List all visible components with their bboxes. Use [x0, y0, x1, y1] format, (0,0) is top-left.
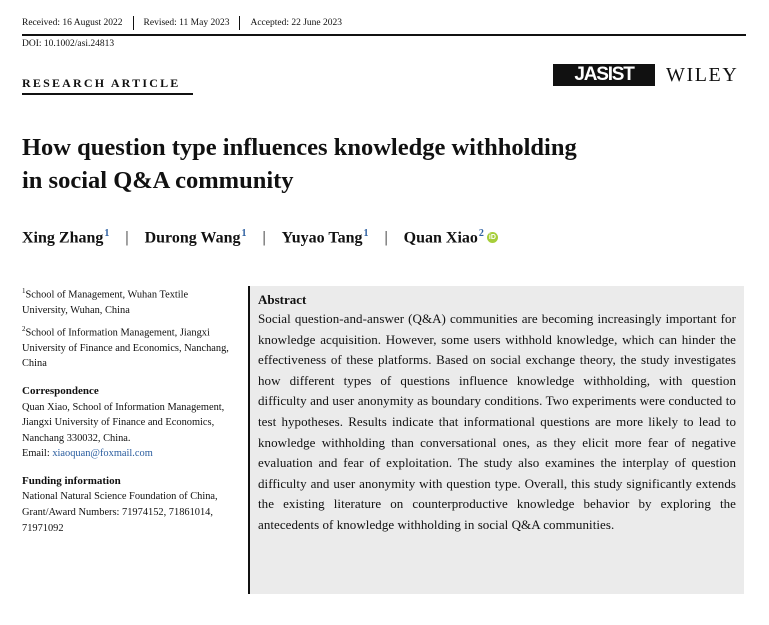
revised-date: Revised: 11 May 2023 — [143, 18, 230, 28]
article-title — [22, 131, 742, 197]
affiliation-text: School of Information Management, Jiangxi University of Finance and Economics, Nanchang, China — [22, 327, 229, 370]
affiliation-number: 1 — [22, 287, 26, 295]
header-rule — [22, 34, 746, 36]
publication-dates — [22, 16, 342, 30]
affiliation — [22, 322, 234, 372]
author-separator: | — [262, 228, 266, 246]
affiliation-number: 2 — [22, 324, 26, 333]
author-name: Xing Zhang — [22, 229, 104, 247]
date-divider — [239, 16, 240, 30]
author[interactable] — [22, 228, 109, 247]
affiliation-mark[interactable]: 1 — [241, 228, 247, 239]
funding-text: National Natural Science Foundation of China, Grant/Award Numbers: 71974152, 71861014, 71971092 — [22, 491, 218, 534]
affiliation-mark[interactable]: 1 — [104, 228, 110, 239]
author-separator: | — [125, 228, 129, 246]
funding-heading: Funding information — [22, 474, 121, 487]
abstract-left-rule — [248, 286, 250, 594]
received-date: Received: 16 August 2022 — [22, 18, 123, 28]
doi[interactable]: DOI: 10.1002/asi.24813 — [22, 39, 115, 49]
article-type: RESEARCH ARTICLE — [22, 76, 181, 90]
author-name: Quan Xiao — [403, 229, 478, 247]
publisher-logo: WILEY — [666, 64, 739, 86]
abstract-heading: Abstract — [258, 292, 307, 307]
correspondence-heading: Correspondence — [22, 384, 99, 397]
date-divider — [133, 16, 134, 30]
author[interactable] — [282, 228, 369, 247]
affiliation-mark[interactable]: 2 — [478, 228, 484, 239]
author-separator: | — [384, 228, 388, 246]
article-type-underline — [22, 93, 193, 95]
abstract-content — [258, 291, 736, 536]
affiliation — [22, 284, 234, 319]
email-link[interactable]: xiaoquan@foxmail.com — [52, 448, 153, 460]
affiliation-text: School of Management, Wuhan Textile University, Wuhan, China — [22, 289, 189, 317]
abstract-box — [248, 286, 744, 594]
abstract-text: Social question-and-answer (Q&A) communities are becoming increasingly important for knowledge acquisition. However, some users withhold knowledge, which can hinder the effectiveness of these platforms. Based on social exchange theory, the study investigates how different types of questions influence knowledge withholding, with question difficulty and user anonymity as boundary conditions. Two experiments were conducted to test hypotheses. Results indicate that informational questions are more likely to lead to knowledge withholding than conversational ones, as they elicit more fear of negative evaluation and fear of exploitation. The study also examines the interplay of question difficulty and user anonymity with question type. Overall, this study significantly extends the existing literature on counterproductive knowledge behavior by exploring the antecedents of knowledge withholding in social Q&A communities. — [258, 311, 736, 532]
author-name: Durong Wang — [144, 229, 241, 247]
title-line-2: in social Q&A community — [22, 167, 294, 194]
orcid-icon[interactable]: iD — [488, 234, 496, 242]
affiliation-mark[interactable]: 1 — [363, 228, 369, 239]
accepted-date: Accepted: 22 June 2023 — [250, 18, 343, 28]
correspondence-email-line — [22, 446, 234, 462]
author[interactable] — [145, 228, 247, 247]
journal-logo: JASIST — [553, 64, 655, 86]
article-info-sidebar — [22, 284, 234, 536]
author-list — [22, 228, 498, 247]
correspondence-text: Quan Xiao, School of Information Management, Jiangxi University of Finance and Economics, Nanchang 330032, China. — [22, 401, 225, 444]
author-name: Yuyao Tang — [281, 229, 363, 247]
email-label: Email: — [22, 448, 50, 460]
author[interactable] — [404, 228, 484, 247]
title-line-1: How question type influences knowledge withholding — [22, 134, 577, 161]
